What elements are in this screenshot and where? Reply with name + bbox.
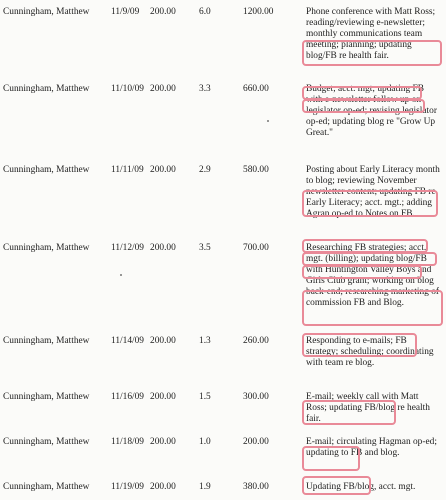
attorney-name: Cunningham, Matthew: [3, 437, 90, 447]
description-text: E-mail; weekly call with Matt Ross; updating FB/blog re health fair.: [306, 392, 430, 424]
hourly-rate: 200.00: [150, 84, 176, 94]
hourly-rate: 200.00: [150, 165, 176, 175]
description-text: E-mail; circulating Hagman op-ed; updating to FB and blog.: [306, 437, 437, 458]
description-text: Researching FB strategies; acct. mgt. (billing); updating blog/FB with Huntington Valley Boys and Girls Club grant; working on blog back-end; researching marketing of commission FB and Blog.: [306, 243, 440, 308]
amount: 200.00: [243, 437, 269, 447]
scan-speck: [120, 274, 122, 276]
description: [306, 165, 440, 220]
amount: 260.00: [243, 336, 269, 346]
hours: 1.9: [199, 482, 211, 492]
hourly-rate: 200.00: [150, 482, 176, 492]
description: [306, 392, 440, 425]
entry-date: 11/18/09: [111, 437, 144, 447]
description-text: Budget; acct. mgt; updating FB with e-newsletter follow up on legislator op-ed; revising legislator op-ed; updating blog re "Grow Up Great.": [306, 84, 437, 138]
entry-date: 11/10/09: [111, 84, 144, 94]
entry-date: 11/11/09: [111, 165, 144, 175]
attorney-name: Cunningham, Matthew: [3, 84, 90, 94]
attorney-name: Cunningham, Matthew: [3, 482, 90, 492]
hours: 1.3: [199, 336, 211, 346]
description: [306, 243, 440, 309]
entry-date: 11/14/09: [111, 336, 144, 346]
hours: 3.3: [199, 84, 211, 94]
hourly-rate: 200.00: [150, 7, 176, 17]
attorney-name: Cunningham, Matthew: [3, 165, 90, 175]
attorney-name: Cunningham, Matthew: [3, 392, 90, 402]
description-text: Updating FB/blog, acct. mgt.: [306, 482, 416, 492]
entry-date: 11/9/09: [111, 7, 140, 17]
hours: 6.0: [199, 7, 211, 17]
amount: 660.00: [243, 84, 269, 94]
scan-speck: [267, 120, 269, 122]
description: [306, 482, 440, 493]
entry-date: 11/19/09: [111, 482, 144, 492]
hours: 1.0: [199, 437, 211, 447]
amount: 700.00: [243, 243, 269, 253]
amount: 380.00: [243, 482, 269, 492]
hourly-rate: 200.00: [150, 336, 176, 346]
hourly-rate: 200.00: [150, 392, 176, 402]
amount: 300.00: [243, 392, 269, 402]
description-text: Responding to e-mails; FB strategy; scheduling; coordinating with team re blog.: [306, 336, 434, 368]
description: [306, 84, 440, 139]
description-text: Phone conference with Matt Ross; reading/reviewing e-newsletter; monthly communications team meeting; planning; updating blog/FB re health fair.: [306, 7, 436, 61]
hourly-rate: 200.00: [150, 243, 176, 253]
hours: 1.5: [199, 392, 211, 402]
amount: 580.00: [243, 165, 269, 175]
description: [306, 336, 440, 369]
attorney-name: Cunningham, Matthew: [3, 336, 90, 346]
description: [306, 7, 440, 62]
description-text: Posting about Early Literacy month to blog; reviewing November newsletter content; updating FB re Early Literacy; acct. mgt.; adding Agran op-ed to Notes on FB.: [306, 165, 440, 219]
amount: 1200.00: [243, 7, 274, 17]
hours: 3.5: [199, 243, 211, 253]
attorney-name: Cunningham, Matthew: [3, 243, 90, 253]
entry-date: 11/16/09: [111, 392, 144, 402]
description: [306, 437, 440, 459]
attorney-name: Cunningham, Matthew: [3, 7, 90, 17]
hourly-rate: 200.00: [150, 437, 176, 447]
hours: 2.9: [199, 165, 211, 175]
entry-date: 11/12/09: [111, 243, 144, 253]
